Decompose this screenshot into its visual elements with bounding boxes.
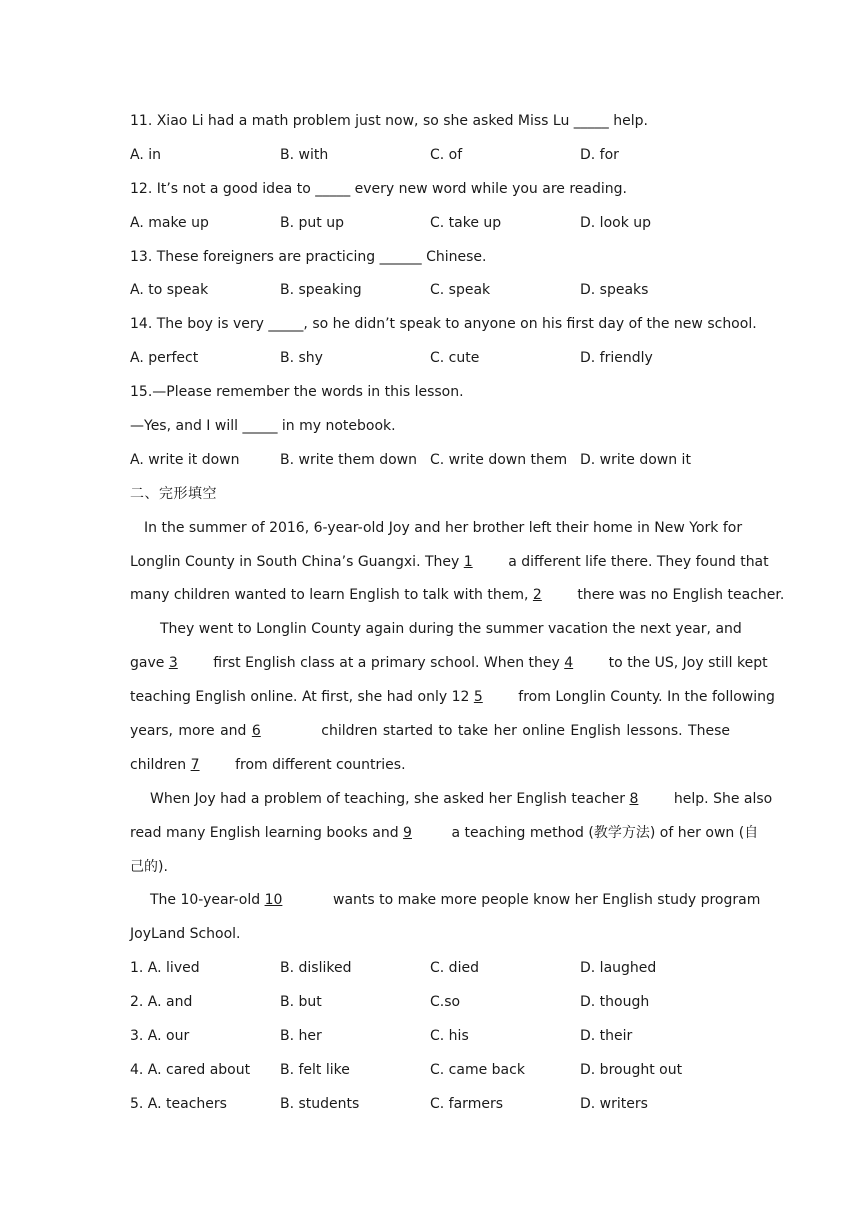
option-d: D. for bbox=[580, 146, 619, 163]
passage-line: Longlin County in South China’s Guangxi. They 1 a different life there. They found that bbox=[130, 549, 730, 583]
option-b: B. write them down bbox=[280, 451, 417, 468]
section-title: 二、完形填空 bbox=[130, 485, 217, 502]
passage-line: 己的). bbox=[130, 858, 168, 875]
passage-line: gave 3 first English class at a primary school. When they 4 to the US, Joy still kept bbox=[130, 650, 730, 684]
option-c: C. his bbox=[430, 1028, 469, 1045]
passage-line: When Joy had a problem of teaching, she asked her English teacher 8 help. She also bbox=[130, 786, 730, 820]
question-12-stem: 12. It’s not a good idea to _____ every new word while you are reading. bbox=[130, 180, 627, 197]
option-a: 3. A. our bbox=[130, 1028, 190, 1045]
blank-9: 9 bbox=[403, 824, 412, 841]
option-d: D. friendly bbox=[580, 350, 653, 367]
passage-line: read many English learning books and 9 a teaching method (教学方法) of her own (自 bbox=[130, 820, 730, 854]
question-11-stem: 11. Xiao Li had a math problem just now, so she asked Miss Lu _____ help. bbox=[130, 113, 648, 129]
passage-line: In the summer of 2016, 6-year-old Joy and her brother left their home in New York for bbox=[144, 519, 743, 536]
option-c: C. take up bbox=[430, 214, 502, 231]
option-c: C.so bbox=[430, 994, 461, 1011]
option-d: D. write down it bbox=[580, 451, 691, 468]
passage-line: many children wanted to learn English to talk with them, 2 there was no English teacher. bbox=[130, 582, 730, 616]
option-c: C. farmers bbox=[430, 1095, 503, 1112]
option-c: C. speak bbox=[430, 282, 491, 299]
option-b: B. put up bbox=[280, 214, 344, 231]
option-b: B. her bbox=[280, 1028, 322, 1045]
option-b: B. speaking bbox=[280, 282, 362, 299]
blank-5: 5 bbox=[473, 689, 483, 706]
passage-line: teaching English online. At first, she had only 12 5 from Longlin County. In the following bbox=[130, 684, 730, 718]
passage-line: years, more and 6 children started to take her online English lessons. These bbox=[130, 718, 730, 752]
option-d: D. speaks bbox=[580, 282, 649, 299]
blank-4: 4 bbox=[564, 655, 574, 672]
option-b: B. but bbox=[280, 994, 322, 1011]
blank-6: 6 bbox=[251, 723, 261, 740]
passage-line: JoyLand School. bbox=[130, 926, 241, 943]
option-d: D. their bbox=[580, 1028, 633, 1045]
document-content bbox=[130, 108, 785, 1125]
option-d: D. brought out bbox=[580, 1061, 683, 1078]
question-15-stem: 15.—Please remember the words in this lesson. bbox=[130, 384, 464, 401]
blank-7: 7 bbox=[190, 756, 200, 773]
option-c: C. cute bbox=[430, 350, 480, 367]
option-c: C. write down them bbox=[430, 451, 568, 468]
option-d: D. though bbox=[580, 994, 650, 1011]
cloze-options-5 bbox=[130, 1091, 730, 1125]
question-14-options bbox=[130, 345, 730, 379]
option-c: C. died bbox=[430, 960, 479, 977]
option-b: B. shy bbox=[280, 350, 323, 367]
option-a: A. make up bbox=[130, 214, 209, 231]
option-d: D. laughed bbox=[580, 960, 657, 977]
blank-8: 8 bbox=[629, 790, 639, 807]
cloze-options-4 bbox=[130, 1057, 730, 1091]
blank-3: 3 bbox=[168, 655, 178, 672]
question-12-options bbox=[130, 210, 730, 244]
question-15-reply: —Yes, and I will _____ in my notebook. bbox=[130, 418, 396, 435]
option-d: D. look up bbox=[580, 214, 652, 231]
option-a: 2. A. and bbox=[130, 994, 193, 1011]
blank-2: 2 bbox=[532, 587, 542, 604]
option-a: 5. A. teachers bbox=[130, 1095, 227, 1112]
question-13-options bbox=[130, 277, 730, 311]
option-a: A. perfect bbox=[130, 350, 199, 367]
option-a: A. in bbox=[130, 146, 161, 163]
passage-line: They went to Longlin County again during the summer vacation the next year, and bbox=[160, 621, 742, 638]
option-b: B. disliked bbox=[280, 960, 352, 977]
question-14-stem: 14. The boy is very _____, so he didn’t speak to anyone on his first day of the new school. bbox=[130, 316, 757, 333]
passage-line: children 7 from different countries. bbox=[130, 752, 730, 786]
cloze-options-2 bbox=[130, 989, 730, 1023]
option-a: 4. A. cared about bbox=[130, 1061, 251, 1078]
blank-10: 10 bbox=[264, 892, 283, 909]
option-a: A. write it down bbox=[130, 451, 240, 468]
option-d: D. writers bbox=[580, 1095, 648, 1112]
passage-line: The 10-year-old 10 wants to make more people know her English study program bbox=[130, 887, 730, 921]
option-a: A. to speak bbox=[130, 282, 209, 299]
option-b: B. felt like bbox=[280, 1061, 350, 1078]
option-a: 1. A. lived bbox=[130, 960, 200, 977]
option-c: C. came back bbox=[430, 1061, 525, 1078]
question-15-options bbox=[130, 447, 730, 481]
option-b: B. students bbox=[280, 1095, 360, 1112]
option-b: B. with bbox=[280, 146, 329, 163]
blank-1: 1 bbox=[463, 553, 473, 570]
question-13-stem: 13. These foreigners are practicing ______ Chinese. bbox=[130, 248, 487, 265]
cloze-options-1 bbox=[130, 955, 730, 989]
question-11-options bbox=[130, 142, 730, 176]
option-c: C. of bbox=[430, 146, 463, 163]
cloze-options-3 bbox=[130, 1023, 730, 1057]
